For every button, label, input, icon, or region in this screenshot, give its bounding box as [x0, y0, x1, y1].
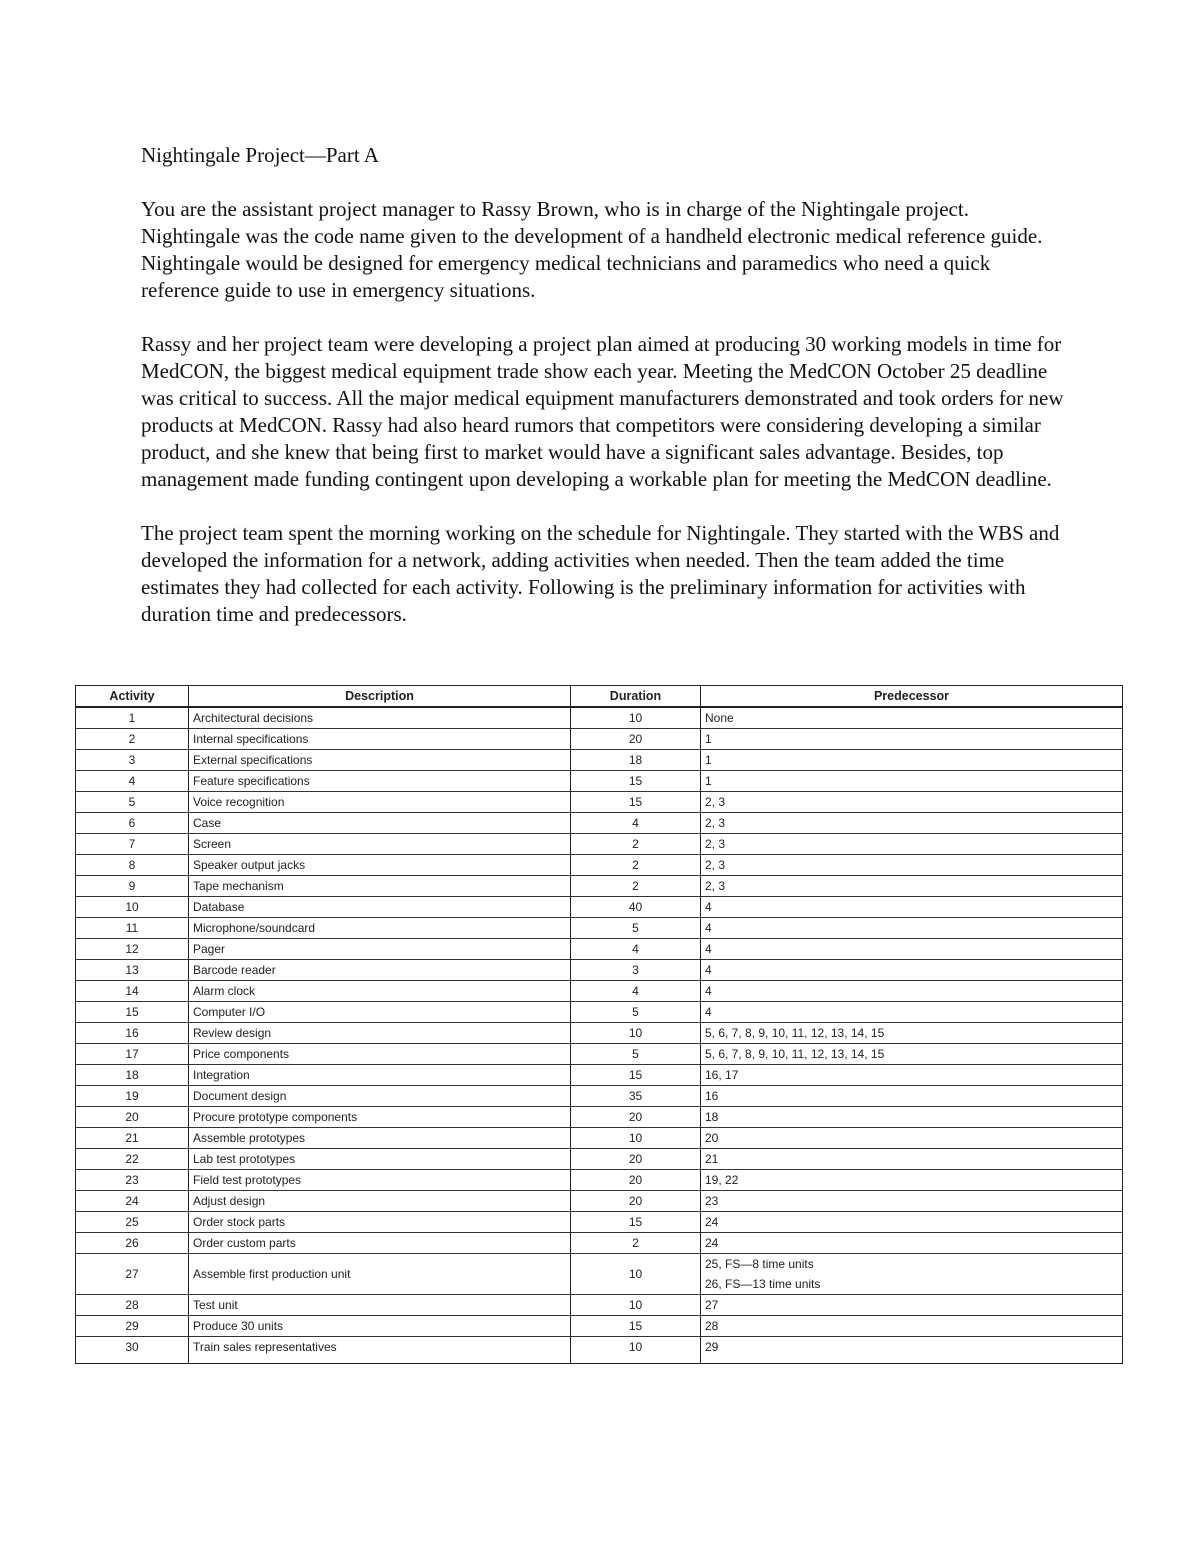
description-cell: Case [189, 813, 571, 834]
activity-cell: 13 [76, 960, 189, 981]
predecessor-value: 5, 6, 7, 8, 9, 10, 11, 12, 13, 14, 15 [705, 1026, 885, 1040]
predecessor-value: 2, 3 [705, 816, 726, 830]
duration-cell: 10 [571, 707, 701, 729]
paragraph-schedule: The project team spent the morning working on the schedule for Nightingale. They started with the WBS and developed the information for a network, adding activities when needed. Then the team added the time estimates they had collected for each activity. Following is the preliminary information for activities with duration time and predecessors. [141, 521, 1060, 626]
activity-cell: 28 [76, 1295, 189, 1316]
duration-cell: 40 [571, 897, 701, 918]
predecessor-value: 1 [705, 774, 712, 788]
duration-cell: 10 [571, 1337, 701, 1364]
activity-cell: 14 [76, 981, 189, 1002]
activity-table [75, 685, 1123, 1364]
predecessor-cell [701, 1316, 1123, 1337]
predecessor-value: 23 [705, 1194, 719, 1208]
paragraph-plan: Rassy and her project team were developing a project plan aimed at producing 30 working models in time for MedCON, the biggest medical equipment trade show each year. Meeting the MedCON October 25 deadline was critical to success. All the major medical equipment manufacturers demonstrated and took orders for new products at MedCON. Rassy had also heard rumors that competitors were considering developing a similar product, and she knew that being first to market would have a significant sales advantage. Besides, top management made funding contingent upon developing a workable plan for meeting the MedCON deadline. [141, 332, 1064, 491]
table-header-row [76, 686, 1123, 708]
table-row [76, 897, 1123, 918]
activity-cell: 11 [76, 918, 189, 939]
description-cell: Price components [189, 1044, 571, 1065]
duration-cell: 5 [571, 918, 701, 939]
description-cell: Computer I/O [189, 1002, 571, 1023]
activity-cell: 10 [76, 897, 189, 918]
description-cell: Review design [189, 1023, 571, 1044]
table-row [76, 876, 1123, 897]
predecessor-cell [701, 1295, 1123, 1316]
predecessor-cell [701, 1170, 1123, 1191]
predecessor-value: 19, 22 [705, 1173, 739, 1187]
activity-cell: 21 [76, 1128, 189, 1149]
table-row [76, 1065, 1123, 1086]
predecessor-value: 2, 3 [705, 795, 726, 809]
predecessor-value: 2, 3 [705, 879, 726, 893]
duration-cell: 20 [571, 1170, 701, 1191]
description-cell: Barcode reader [189, 960, 571, 981]
description-cell: Integration [189, 1065, 571, 1086]
table-row [76, 1212, 1123, 1233]
duration-cell: 4 [571, 981, 701, 1002]
predecessor-value: 4 [705, 984, 712, 998]
predecessor-cell [701, 1023, 1123, 1044]
table-row [76, 939, 1123, 960]
table-row [76, 729, 1123, 750]
table-row [76, 1170, 1123, 1191]
table-row [76, 750, 1123, 771]
table-row [76, 1254, 1123, 1295]
description-cell: Pager [189, 939, 571, 960]
table-row [76, 1086, 1123, 1107]
predecessor-value: 29 [705, 1340, 719, 1354]
description-cell: Produce 30 units [189, 1316, 571, 1337]
table-row [76, 855, 1123, 876]
document-title: Nightingale Project—Part A [141, 143, 379, 167]
predecessor-cell [701, 750, 1123, 771]
header-description: Description [189, 686, 571, 708]
duration-cell: 35 [571, 1086, 701, 1107]
table-row [76, 792, 1123, 813]
table-row [76, 960, 1123, 981]
duration-cell: 2 [571, 876, 701, 897]
activity-cell: 16 [76, 1023, 189, 1044]
table-row [76, 1044, 1123, 1065]
predecessor-value: 28 [705, 1319, 719, 1333]
table-row [76, 1023, 1123, 1044]
predecessor-cell [701, 813, 1123, 834]
table-row [76, 1316, 1123, 1337]
predecessor-value: 4 [705, 963, 712, 977]
duration-cell: 2 [571, 834, 701, 855]
table-row [76, 1149, 1123, 1170]
description-cell: Adjust design [189, 1191, 571, 1212]
predecessor-value: 18 [705, 1110, 719, 1124]
predecessor-cell [701, 834, 1123, 855]
activity-cell: 3 [76, 750, 189, 771]
predecessor-cell [701, 1337, 1123, 1364]
predecessor-value: 1 [705, 732, 712, 746]
predecessor-cell [701, 897, 1123, 918]
duration-cell: 2 [571, 1233, 701, 1254]
description-cell: Procure prototype components [189, 1107, 571, 1128]
predecessor-value: 26, FS—13 time units [705, 1277, 821, 1291]
duration-cell: 10 [571, 1128, 701, 1149]
predecessor-cell [701, 1233, 1123, 1254]
description-cell: Microphone/soundcard [189, 918, 571, 939]
predecessor-cell [701, 1002, 1123, 1023]
predecessor-cell [701, 1191, 1123, 1212]
activity-cell: 4 [76, 771, 189, 792]
duration-cell: 10 [571, 1295, 701, 1316]
activity-cell: 15 [76, 1002, 189, 1023]
duration-cell: 3 [571, 960, 701, 981]
activity-cell: 1 [76, 707, 189, 729]
table-row [76, 1002, 1123, 1023]
description-cell: Speaker output jacks [189, 855, 571, 876]
predecessor-value: 5, 6, 7, 8, 9, 10, 11, 12, 13, 14, 15 [705, 1047, 885, 1061]
predecessor-value: 24 [705, 1236, 719, 1250]
description-cell: Order stock parts [189, 1212, 571, 1233]
duration-cell: 4 [571, 939, 701, 960]
duration-cell: 20 [571, 1149, 701, 1170]
table-row [76, 1233, 1123, 1254]
table-row [76, 981, 1123, 1002]
description-cell: Alarm clock [189, 981, 571, 1002]
duration-cell: 5 [571, 1002, 701, 1023]
duration-cell: 15 [571, 771, 701, 792]
predecessor-value: 4 [705, 1005, 712, 1019]
duration-cell: 4 [571, 813, 701, 834]
description-cell: Field test prototypes [189, 1170, 571, 1191]
predecessor-cell [701, 876, 1123, 897]
predecessor-cell [701, 707, 1123, 729]
predecessor-value: 20 [705, 1131, 719, 1145]
header-duration: Duration [571, 686, 701, 708]
duration-cell: 20 [571, 1107, 701, 1128]
activity-cell: 26 [76, 1233, 189, 1254]
activity-cell: 7 [76, 834, 189, 855]
activity-cell: 23 [76, 1170, 189, 1191]
predecessor-cell [701, 1086, 1123, 1107]
header-activity: Activity [76, 686, 189, 708]
predecessor-value: 25, FS—8 time units [705, 1257, 814, 1271]
activity-cell: 24 [76, 1191, 189, 1212]
description-cell: Database [189, 897, 571, 918]
duration-cell: 15 [571, 792, 701, 813]
activity-cell: 22 [76, 1149, 189, 1170]
document-body [141, 142, 1071, 655]
predecessor-cell [701, 1149, 1123, 1170]
predecessor-cell [701, 1128, 1123, 1149]
description-cell: Architectural decisions [189, 707, 571, 729]
header-predecessor: Predecessor [701, 686, 1123, 708]
activity-cell: 9 [76, 876, 189, 897]
activity-cell: 17 [76, 1044, 189, 1065]
predecessor-value: None [705, 711, 734, 725]
predecessor-cell [701, 1254, 1123, 1295]
predecessor-cell [701, 918, 1123, 939]
predecessor-value: 2, 3 [705, 837, 726, 851]
description-cell: Voice recognition [189, 792, 571, 813]
description-cell: Assemble prototypes [189, 1128, 571, 1149]
predecessor-value: 16 [705, 1089, 719, 1103]
description-cell: Document design [189, 1086, 571, 1107]
predecessor-cell [701, 771, 1123, 792]
description-cell: External specifications [189, 750, 571, 771]
predecessor-cell [701, 939, 1123, 960]
description-cell: Screen [189, 834, 571, 855]
predecessor-value: 21 [705, 1152, 719, 1166]
predecessor-cell [701, 729, 1123, 750]
description-cell: Order custom parts [189, 1233, 571, 1254]
activity-cell: 6 [76, 813, 189, 834]
predecessor-cell [701, 1065, 1123, 1086]
predecessor-value: 2, 3 [705, 858, 726, 872]
activity-cell: 29 [76, 1316, 189, 1337]
duration-cell: 5 [571, 1044, 701, 1065]
table-row [76, 771, 1123, 792]
activity-cell: 20 [76, 1107, 189, 1128]
duration-cell: 20 [571, 729, 701, 750]
duration-cell: 15 [571, 1316, 701, 1337]
table-row [76, 813, 1123, 834]
table-row [76, 834, 1123, 855]
table-row [76, 1295, 1123, 1316]
duration-cell: 18 [571, 750, 701, 771]
description-cell: Assemble first production unit [189, 1254, 571, 1295]
table-row [76, 1107, 1123, 1128]
paragraph-intro: You are the assistant project manager to Rassy Brown, who is in charge of the Nightingale project. Nightingale was the code name given to the development of a handheld electronic medical reference guide. Nightingale would be designed for emergency medical technicians and paramedics who need a quick reference guide to use in emergency situations. [141, 197, 1043, 302]
activity-cell: 30 [76, 1337, 189, 1364]
description-cell: Feature specifications [189, 771, 571, 792]
table-row [76, 1191, 1123, 1212]
activity-cell: 8 [76, 855, 189, 876]
activity-cell: 18 [76, 1065, 189, 1086]
table-row [76, 918, 1123, 939]
predecessor-cell [701, 855, 1123, 876]
duration-cell: 10 [571, 1023, 701, 1044]
duration-cell: 20 [571, 1191, 701, 1212]
description-cell: Internal specifications [189, 729, 571, 750]
activity-cell: 19 [76, 1086, 189, 1107]
predecessor-value: 27 [705, 1298, 719, 1312]
activity-cell: 25 [76, 1212, 189, 1233]
duration-cell: 15 [571, 1065, 701, 1086]
predecessor-cell [701, 960, 1123, 981]
predecessor-value: 24 [705, 1215, 719, 1229]
table-row [76, 707, 1123, 729]
duration-cell: 10 [571, 1254, 701, 1295]
predecessor-cell [701, 792, 1123, 813]
description-cell: Tape mechanism [189, 876, 571, 897]
table-row [76, 1128, 1123, 1149]
activity-cell: 12 [76, 939, 189, 960]
activity-cell: 2 [76, 729, 189, 750]
duration-cell: 15 [571, 1212, 701, 1233]
predecessor-value: 16, 17 [705, 1068, 739, 1082]
predecessor-value: 4 [705, 921, 712, 935]
table-body [76, 707, 1123, 1364]
activity-cell: 5 [76, 792, 189, 813]
predecessor-value: 1 [705, 753, 712, 767]
description-cell: Test unit [189, 1295, 571, 1316]
predecessor-cell [701, 1107, 1123, 1128]
activity-cell: 27 [76, 1254, 189, 1295]
description-cell: Lab test prototypes [189, 1149, 571, 1170]
description-cell: Train sales representatives [189, 1337, 571, 1364]
table-row [76, 1337, 1123, 1364]
predecessor-value: 4 [705, 942, 712, 956]
predecessor-cell [701, 1212, 1123, 1233]
duration-cell: 2 [571, 855, 701, 876]
predecessor-cell [701, 981, 1123, 1002]
predecessor-cell [701, 1044, 1123, 1065]
predecessor-value: 4 [705, 900, 712, 914]
